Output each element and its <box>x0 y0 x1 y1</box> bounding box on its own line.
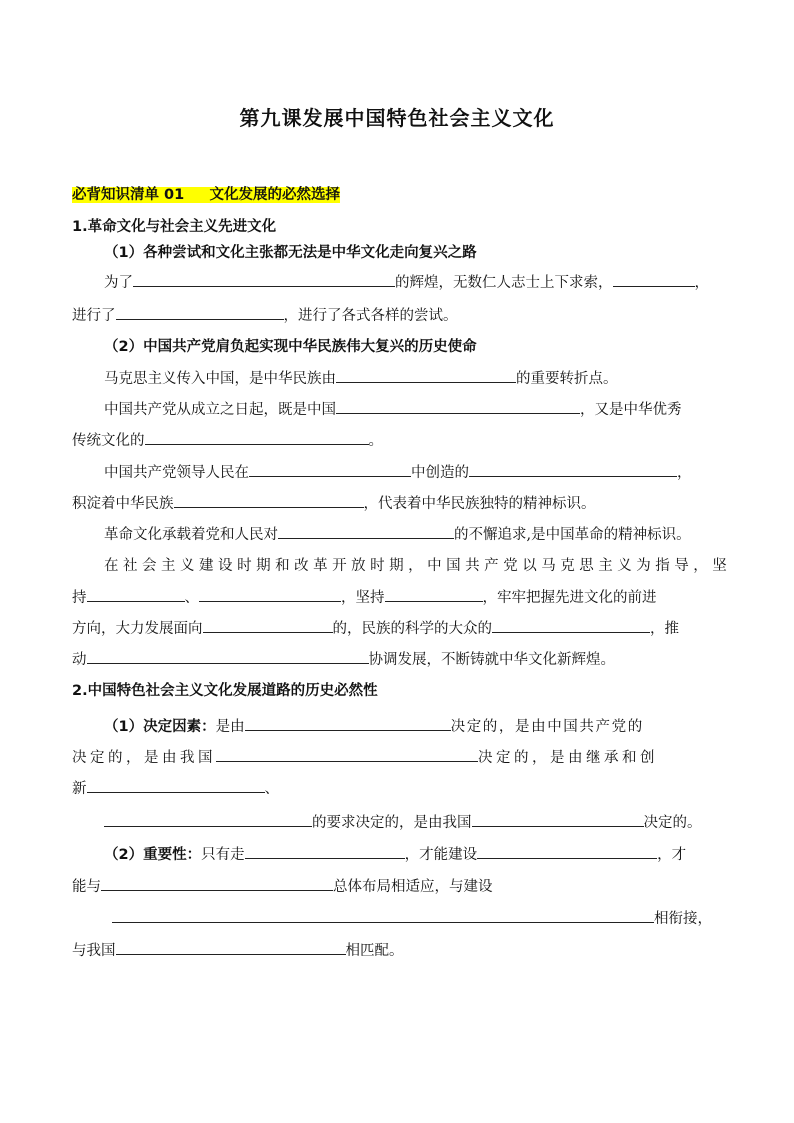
fill-blank[interactable] <box>336 399 580 414</box>
fill-blank[interactable] <box>145 430 369 445</box>
heading-2: 2.中国特色社会主义文化发展道路的历史必然性 <box>72 683 378 699</box>
paragraph-8-line-1: （2）重要性：只有走 ，才能建设 ，才 <box>104 844 760 866</box>
subheading-1-2: （2）中国共产党肩负起实现中华民族伟大复兴的历史使命 <box>104 339 477 355</box>
paragraph-7-line-2: 决定的，是由我国 决定的，是由继承和创 <box>72 747 728 769</box>
fill-blank[interactable] <box>87 649 369 664</box>
paragraph-4-line-2: 积淀着中华民族 ，代表着中华民族独特的精神标识。 <box>72 493 728 515</box>
fill-blank[interactable] <box>245 844 405 859</box>
paragraph-8-line-4: 与我国 相匹配。 <box>72 940 728 962</box>
paragraph-1-line-2: 进行了 ，进行了各式各样的尝试。 <box>72 305 728 327</box>
fill-blank[interactable] <box>87 587 185 602</box>
fill-blank[interactable] <box>174 493 364 508</box>
subheading-1-1: （1）各种尝试和文化主张都无法是中华文化走向复兴之路 <box>104 245 477 261</box>
page-title: 第九课发展中国特色社会主义文化 <box>239 106 555 130</box>
paragraph-3-line-1: 中国共产党从成立之日起，既是中国 ，又是中华优秀 <box>104 399 760 421</box>
heading-1: 1.革命文化与社会主义先进文化 <box>72 219 277 235</box>
paragraph-4-line-1: 中国共产党领导人民在 中创造的 ， <box>104 462 760 484</box>
fill-blank[interactable] <box>116 940 346 955</box>
fill-blank[interactable] <box>385 587 483 602</box>
fill-blank[interactable] <box>472 812 644 827</box>
fill-blank[interactable] <box>278 524 454 539</box>
paragraph-8-line-2: 能与 总体布局相适应，与建设 <box>72 876 728 898</box>
fill-blank[interactable] <box>104 812 312 827</box>
fill-blank[interactable] <box>101 876 333 891</box>
fill-blank[interactable] <box>87 778 265 793</box>
fill-blank[interactable] <box>613 272 695 287</box>
fill-blank[interactable] <box>249 462 411 477</box>
fill-blank[interactable] <box>469 462 677 477</box>
paragraph-5: 革命文化承载着党和人民对 的不懈追求,是中国革命的精神标识。 <box>104 524 760 546</box>
fill-blank[interactable] <box>492 618 650 633</box>
paragraph-7-line-4: 的要求决定的，是由我国 决定的。 <box>104 812 760 834</box>
section-tag: 必背知识清单 01 文化发展的必然选择 <box>72 187 340 203</box>
fill-blank[interactable] <box>116 305 284 320</box>
fill-blank[interactable] <box>203 618 333 633</box>
paragraph-6-line-1: 在社会主义建设时期和改革开放时期，中国共产党以马克思主义为指导，坚 <box>104 558 728 574</box>
fill-blank[interactable] <box>336 368 516 383</box>
paragraph-6-line-2: 持 、 ，坚持 ，牢牢把握先进文化的前进 <box>72 587 728 609</box>
fill-blank[interactable] <box>133 272 395 287</box>
paragraph-2: 马克思主义传入中国，是中华民族由 的重要转折点。 <box>104 368 760 390</box>
paragraph-6-line-3: 方向，大力发展面向 的，民族的科学的大众的 ，推 <box>72 618 728 640</box>
fill-blank[interactable] <box>112 908 654 923</box>
section-heading <box>72 184 728 206</box>
fill-blank[interactable] <box>199 587 341 602</box>
fill-blank[interactable] <box>477 844 657 859</box>
fill-blank[interactable] <box>245 716 451 731</box>
paragraph-8-line-3: 相衔接， <box>112 908 768 930</box>
paragraph-3-line-2: 传统文化的 。 <box>72 430 728 452</box>
paragraph-7-line-1: （1）决定因素：是由 决定的，是由中国共产党的 <box>104 716 728 738</box>
paragraph-7-line-3: 新 、 <box>72 778 728 800</box>
paragraph-6-line-4: 动 协调发展，不断铸就中华文化新辉煌。 <box>72 649 728 671</box>
paragraph-1-line-1: 为了 的辉煌，无数仁人志士上下求索， ， <box>104 272 728 294</box>
fill-blank[interactable] <box>216 747 478 762</box>
